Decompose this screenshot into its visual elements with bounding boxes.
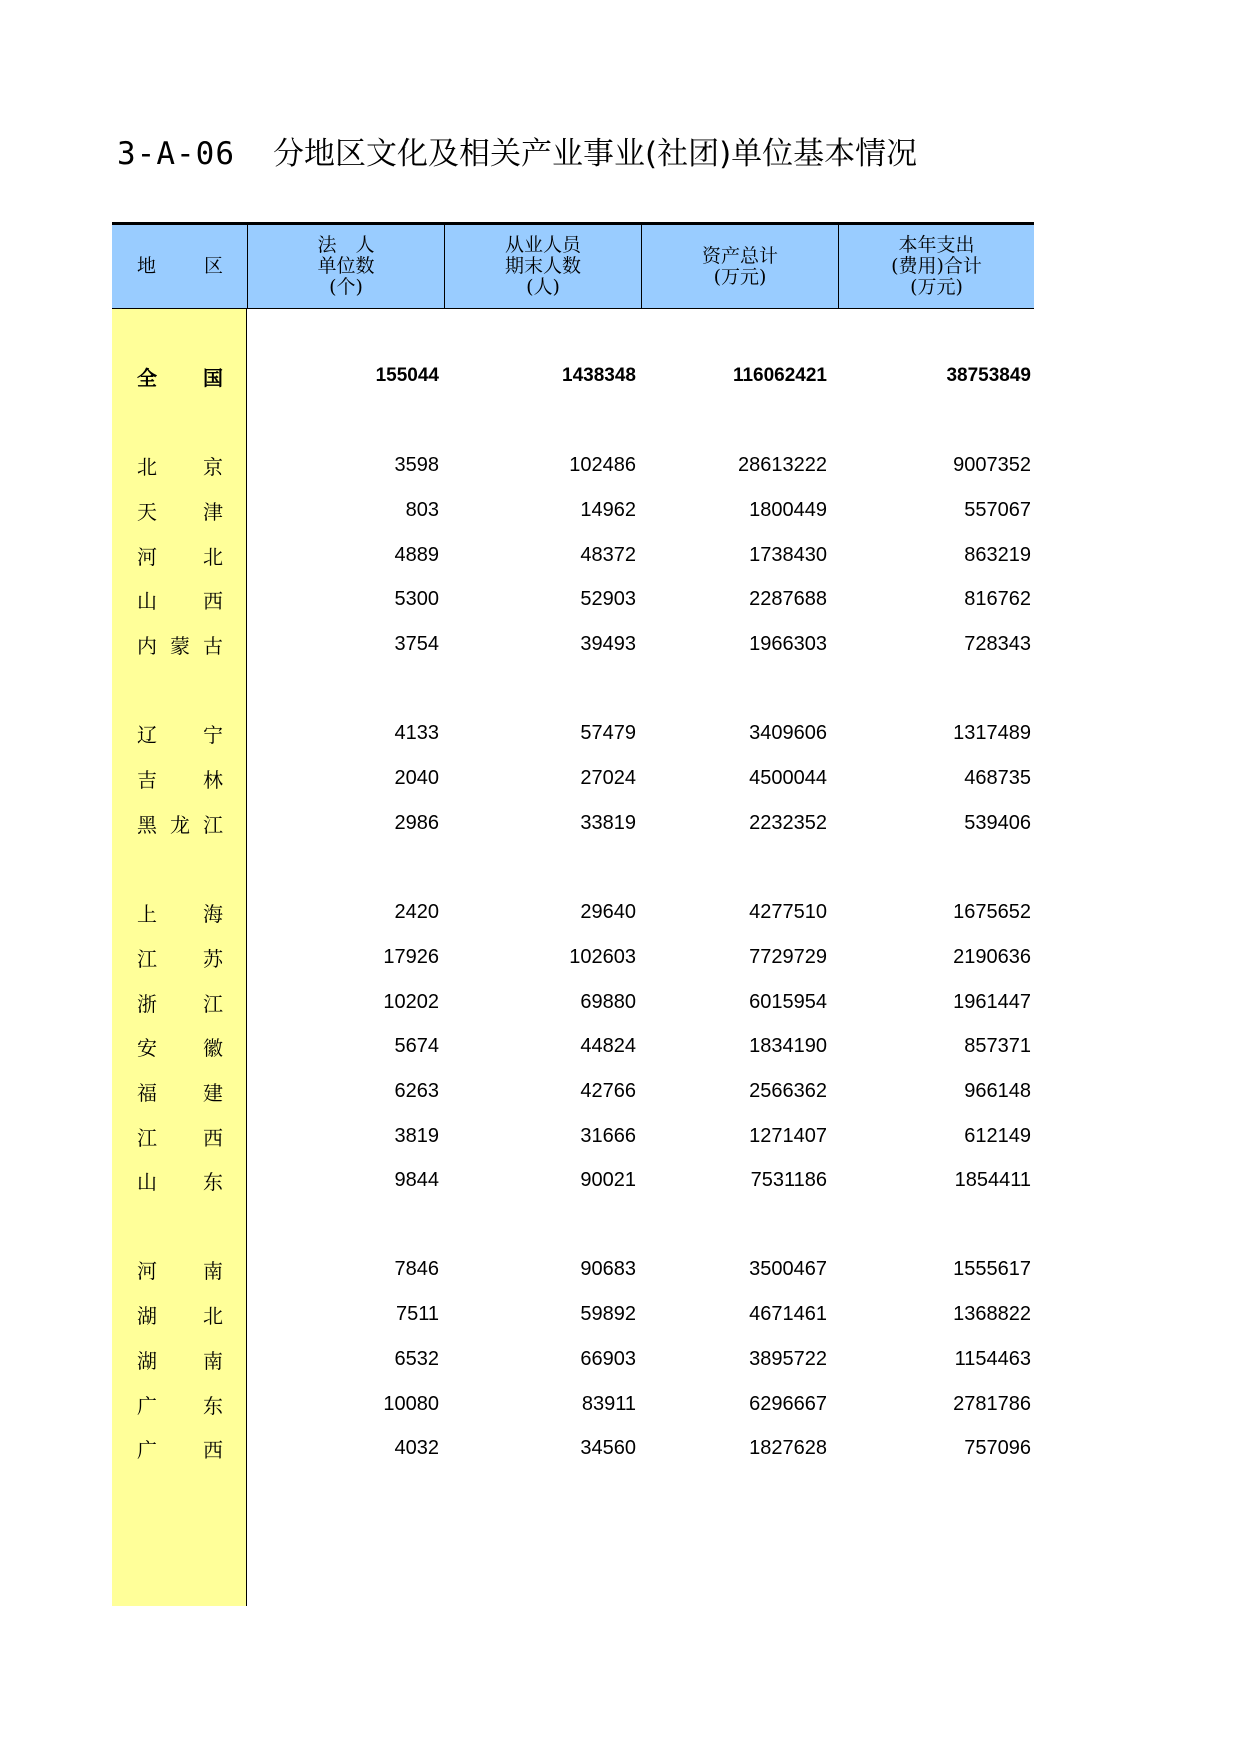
assets-value: 1271407	[749, 1124, 827, 1147]
region-name	[112, 1390, 247, 1419]
region-char: 西	[203, 1125, 223, 1150]
employees-value: 90683	[580, 1257, 636, 1280]
employees-value: 44824	[580, 1034, 636, 1057]
expenditure-value: 1555617	[953, 1257, 1031, 1280]
legal-units-value: 7511	[395, 1302, 439, 1325]
region-char: 北	[203, 1303, 223, 1328]
table-row	[112, 1299, 1034, 1329]
region-name	[112, 585, 247, 614]
employees-value: 83911	[581, 1392, 636, 1415]
region-char: 广	[137, 1437, 157, 1462]
region-name	[112, 809, 247, 838]
region-char: 安	[137, 1035, 157, 1060]
legal-units-value: 5300	[394, 587, 439, 610]
expenditure-value: 863219	[964, 543, 1031, 566]
legal-units-value: 3754	[394, 632, 439, 655]
table-row	[112, 1389, 1034, 1419]
table-row	[112, 361, 1034, 391]
region-char: 东	[203, 1169, 223, 1194]
legal-units-value: 7846	[394, 1257, 439, 1280]
assets-value: 4277510	[749, 900, 827, 923]
region-char: 宁	[203, 722, 223, 747]
region-name	[112, 362, 247, 391]
assets-value: 1966303	[749, 632, 827, 655]
legal-units-value: 9844	[394, 1168, 439, 1191]
expenditure-value: 612149	[964, 1124, 1031, 1147]
region-name	[112, 1300, 247, 1329]
region-char: 全	[137, 365, 157, 390]
expenditure-value: 9007352	[953, 453, 1031, 476]
employees-value: 102603	[569, 945, 636, 968]
assets-value: 2232352	[749, 811, 827, 834]
region-char: 上	[137, 901, 157, 926]
legal-units-value: 6263	[394, 1079, 439, 1102]
region-char: 浙	[137, 991, 157, 1016]
table-row	[112, 987, 1034, 1017]
employees-value: 1438348	[562, 365, 636, 386]
assets-value: 4671461	[749, 1302, 827, 1325]
table-row	[112, 1254, 1034, 1284]
region-name	[112, 943, 247, 972]
employees-value: 90021	[580, 1168, 636, 1191]
region-char: 山	[137, 588, 157, 613]
header-region-char: 地	[137, 255, 157, 277]
employees-value: 69880	[580, 990, 636, 1013]
header-line: (个)	[329, 276, 363, 298]
expenditure-value: 728343	[964, 632, 1031, 655]
region-name	[112, 988, 247, 1017]
expenditure-value: 1368822	[953, 1302, 1031, 1325]
legal-units-value: 5674	[394, 1034, 439, 1057]
region-char: 南	[203, 1348, 223, 1373]
region-char: 山	[137, 1169, 157, 1194]
table-row	[112, 718, 1034, 748]
table-row	[112, 629, 1034, 659]
expenditure-value: 1961447	[953, 990, 1031, 1013]
table-header	[112, 225, 1034, 309]
expenditure-value: 2781786	[953, 1392, 1031, 1415]
legal-units-value: 4032	[394, 1436, 439, 1459]
legal-units-value: 3598	[394, 453, 439, 476]
table-row	[112, 1121, 1034, 1151]
region-char: 西	[203, 588, 223, 613]
expenditure-value: 557067	[964, 498, 1031, 521]
header-total-assets	[641, 225, 838, 308]
region-char: 黑	[137, 812, 157, 837]
region-name	[112, 764, 247, 793]
region-char: 南	[203, 1258, 223, 1283]
assets-value: 6015954	[749, 990, 827, 1013]
employees-value: 33819	[580, 811, 636, 834]
region-char: 广	[137, 1393, 157, 1418]
header-line: 本年支出	[898, 234, 975, 256]
legal-units-value: 17926	[383, 945, 439, 968]
employees-value: 39493	[580, 632, 636, 655]
region-char: 福	[137, 1080, 157, 1105]
region-name	[112, 898, 247, 927]
header-line: (万元)	[910, 276, 963, 298]
assets-value: 7729729	[749, 945, 827, 968]
employees-value: 14962	[580, 498, 636, 521]
region-char: 苏	[203, 946, 223, 971]
assets-value: 7531186	[750, 1168, 827, 1191]
assets-value: 1834190	[749, 1034, 827, 1057]
legal-units-value: 155044	[375, 365, 439, 386]
expenditure-value: 38753849	[946, 365, 1031, 386]
assets-value: 2287688	[749, 587, 827, 610]
employees-value: 52903	[580, 587, 636, 610]
region-char: 天	[137, 499, 157, 524]
assets-value: 2566362	[749, 1079, 827, 1102]
header-line: 资产总计	[701, 244, 778, 267]
region-name	[112, 1122, 247, 1151]
region-name	[112, 1255, 247, 1284]
table-row	[112, 1031, 1034, 1061]
region-char: 江	[203, 812, 223, 837]
region-char: 江	[137, 946, 157, 971]
employees-value: 27024	[580, 766, 636, 789]
region-char: 古	[203, 633, 223, 658]
region-name	[112, 630, 247, 659]
table-row	[112, 584, 1034, 614]
region-name	[112, 451, 247, 480]
region-char: 徽	[203, 1035, 223, 1060]
expenditure-value: 757096	[964, 1436, 1031, 1459]
page-title	[117, 128, 917, 173]
table-row	[112, 540, 1034, 570]
assets-value: 4500044	[749, 766, 827, 789]
region-name	[112, 1032, 247, 1061]
region-char: 河	[137, 1258, 157, 1283]
expenditure-value: 1317489	[953, 721, 1031, 744]
table-row	[112, 1433, 1034, 1463]
region-name	[112, 1434, 247, 1463]
data-table	[112, 222, 1034, 1606]
table-row	[112, 450, 1034, 480]
employees-value: 57479	[580, 721, 636, 744]
legal-units-value: 10080	[383, 1392, 439, 1415]
employees-value: 66903	[580, 1347, 636, 1370]
expenditure-value: 1854411	[954, 1168, 1031, 1191]
header-line: 法 人	[317, 234, 375, 256]
legal-units-value: 3819	[394, 1124, 439, 1147]
table-title: 分地区文化及相关产业事业(社团)单位基本情况	[272, 136, 918, 172]
region-char: 辽	[137, 722, 157, 747]
employees-value: 29640	[580, 900, 636, 923]
assets-value: 1738430	[749, 543, 827, 566]
header-line: (人)	[526, 276, 560, 298]
table-row	[112, 763, 1034, 793]
header-employees	[444, 225, 641, 308]
table-row	[112, 897, 1034, 927]
legal-units-value: 2420	[394, 900, 439, 923]
header-region-char: 区	[203, 255, 223, 277]
region-char: 建	[203, 1080, 223, 1105]
region-char: 湖	[137, 1348, 157, 1373]
legal-units-value: 2040	[394, 766, 439, 789]
assets-value: 1827628	[749, 1436, 827, 1459]
region-char: 江	[203, 991, 223, 1016]
assets-value: 3500467	[749, 1257, 827, 1280]
region-char: 江	[137, 1125, 157, 1150]
region-char: 内	[137, 633, 157, 658]
employees-value: 34560	[580, 1436, 636, 1459]
region-char: 湖	[137, 1303, 157, 1328]
expenditure-value: 816762	[964, 587, 1031, 610]
assets-value: 3895722	[749, 1347, 827, 1370]
header-region	[112, 225, 247, 308]
header-total-expenditure	[838, 225, 1034, 308]
legal-units-value: 6532	[394, 1347, 439, 1370]
region-char: 国	[203, 365, 223, 390]
region-char: 津	[203, 499, 223, 524]
region-char: 北	[203, 544, 223, 569]
header-line: 从业人员	[504, 234, 581, 256]
header-legal-units	[247, 225, 444, 308]
employees-value: 59892	[580, 1302, 636, 1325]
table-body	[112, 309, 1034, 1606]
employees-value: 42766	[580, 1079, 636, 1102]
region-name	[112, 1077, 247, 1106]
expenditure-value: 1675652	[953, 900, 1031, 923]
header-line: (费用)合计	[891, 255, 982, 277]
table-row	[112, 1344, 1034, 1374]
expenditure-value: 468735	[964, 766, 1031, 789]
region-char: 吉	[137, 767, 157, 792]
region-char: 海	[203, 901, 223, 926]
assets-value: 28613222	[738, 453, 827, 476]
region-char: 龙	[170, 812, 190, 837]
table-row	[112, 942, 1034, 972]
table-row	[112, 1076, 1034, 1106]
expenditure-value: 857371	[964, 1034, 1031, 1057]
region-name	[112, 719, 247, 748]
legal-units-value: 2986	[394, 811, 439, 834]
assets-value: 6296667	[749, 1392, 827, 1415]
region-char: 北	[137, 454, 157, 479]
table-row	[112, 808, 1034, 838]
legal-units-value: 4133	[394, 721, 439, 744]
region-char: 西	[203, 1437, 223, 1462]
table-code: 3-A-06	[117, 136, 235, 172]
region-char: 京	[203, 454, 223, 479]
assets-value: 3409606	[749, 721, 827, 744]
expenditure-value: 539406	[964, 811, 1031, 834]
header-line: (万元)	[713, 265, 767, 288]
region-char: 林	[203, 767, 223, 792]
region-name	[112, 496, 247, 525]
legal-units-value: 4889	[394, 543, 439, 566]
table-row	[112, 495, 1034, 525]
header-line: 单位数	[317, 255, 375, 277]
legal-units-value: 10202	[383, 990, 439, 1013]
legal-units-value: 803	[405, 498, 439, 521]
region-char: 河	[137, 544, 157, 569]
assets-value: 116062421	[732, 365, 827, 386]
region-name	[112, 1166, 247, 1195]
region-name	[112, 1345, 247, 1374]
employees-value: 31666	[580, 1124, 636, 1147]
employees-value: 48372	[580, 543, 636, 566]
assets-value: 1800449	[749, 498, 827, 521]
expenditure-value: 966148	[964, 1079, 1031, 1102]
expenditure-value: 1154463	[954, 1347, 1031, 1370]
employees-value: 102486	[569, 453, 636, 476]
region-char: 东	[203, 1393, 223, 1418]
region-char: 蒙	[170, 633, 190, 658]
table-row	[112, 1165, 1034, 1195]
header-line: 期末人数	[504, 255, 581, 277]
expenditure-value: 2190636	[953, 945, 1031, 968]
region-name	[112, 541, 247, 570]
